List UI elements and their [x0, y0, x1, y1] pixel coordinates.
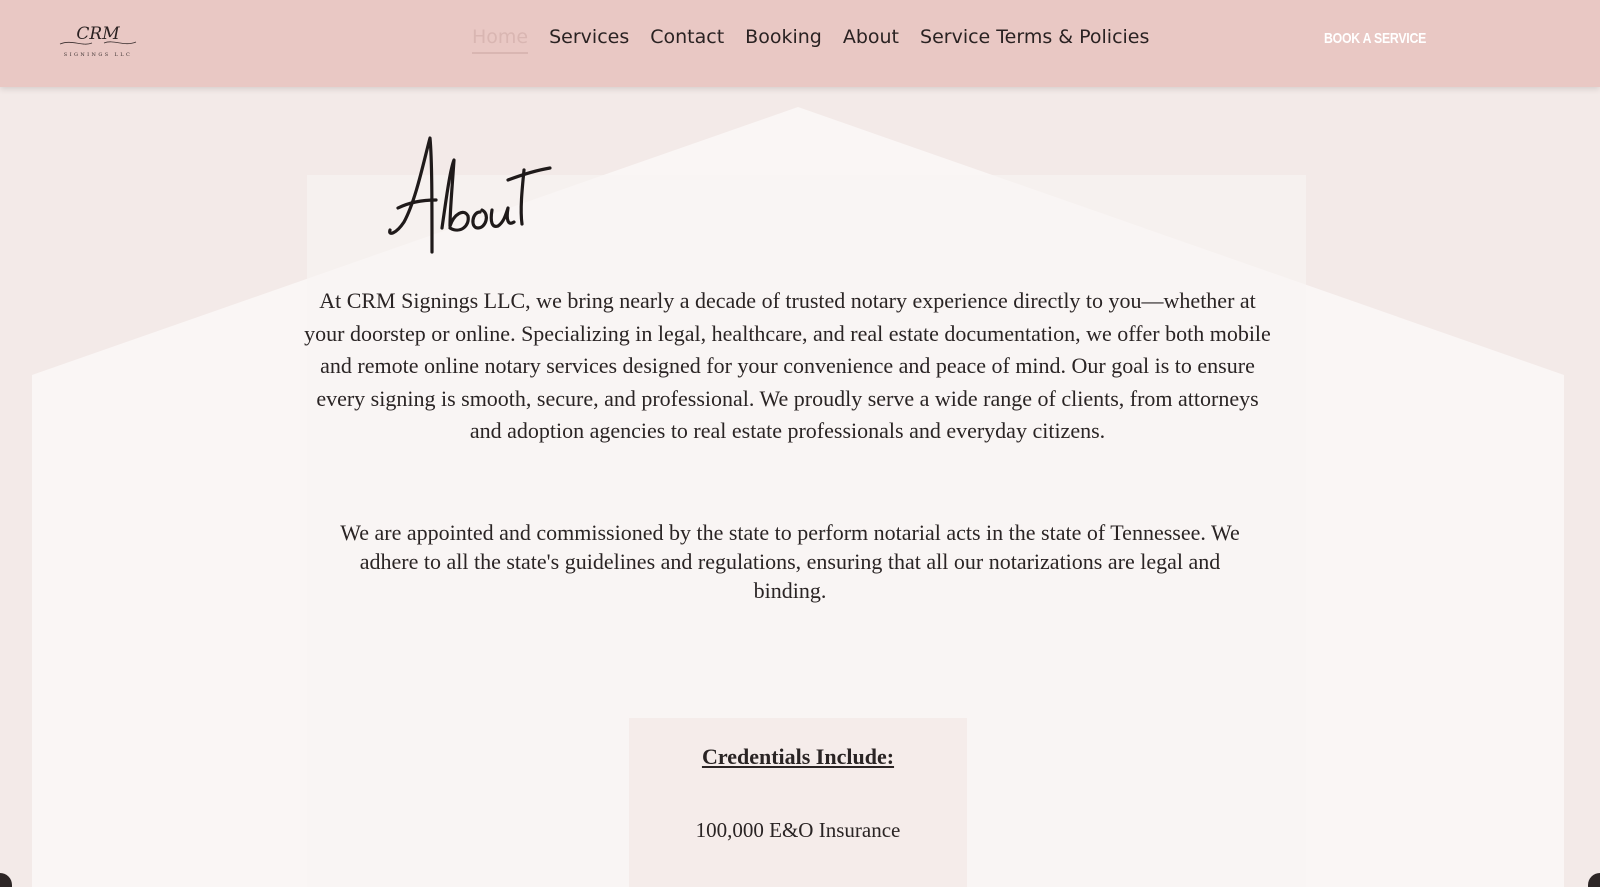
nav-services[interactable]: Services — [549, 26, 630, 48]
logo-subtitle: SIGNINGS LLC — [63, 52, 133, 58]
nav-booking[interactable]: Booking — [745, 26, 822, 48]
about-heading — [384, 130, 554, 260]
logo-swash-icon — [58, 38, 138, 48]
credentials-box — [629, 718, 967, 887]
credential-item: 100,000 E&O Insurance — [695, 818, 901, 842]
credentials-title: Credentials Include: — [701, 744, 895, 769]
about-paragraph-1: At CRM Signings LLC, we bring nearly a decade of trusted notary experience directly to you—whether at your doorstep or online. Specializing in legal, healthcare, and real estate documentation, we offer both mobile and remote online notary services designed for your convenience and peace of mind. Our goal is to ensure every signing is smooth, secure, and professional. We proudly serve a wide range of clients, from attorneys and adoption agencies to real estate professionals and everyday citizens. — [304, 288, 1271, 443]
main-nav — [472, 26, 1170, 54]
logo[interactable] — [58, 24, 138, 58]
book-service-button[interactable]: BOOK A SERVICE — [1324, 30, 1427, 47]
site-header — [0, 0, 1600, 87]
nav-about[interactable]: About — [842, 26, 900, 48]
about-paragraph-2: We are appointed and commissioned by the state to perform notarial acts in the state of Tennessee. We adhere to all the state's guidelines and regulations, ensuring that all our notarizations are legal and binding. — [340, 520, 1240, 603]
nav-contact[interactable]: Contact — [650, 26, 725, 48]
nav-home[interactable]: Home — [472, 26, 528, 54]
logo-mark: CRM — [76, 24, 120, 44]
nav-service-terms[interactable]: Service Terms & Policies — [920, 26, 1150, 48]
